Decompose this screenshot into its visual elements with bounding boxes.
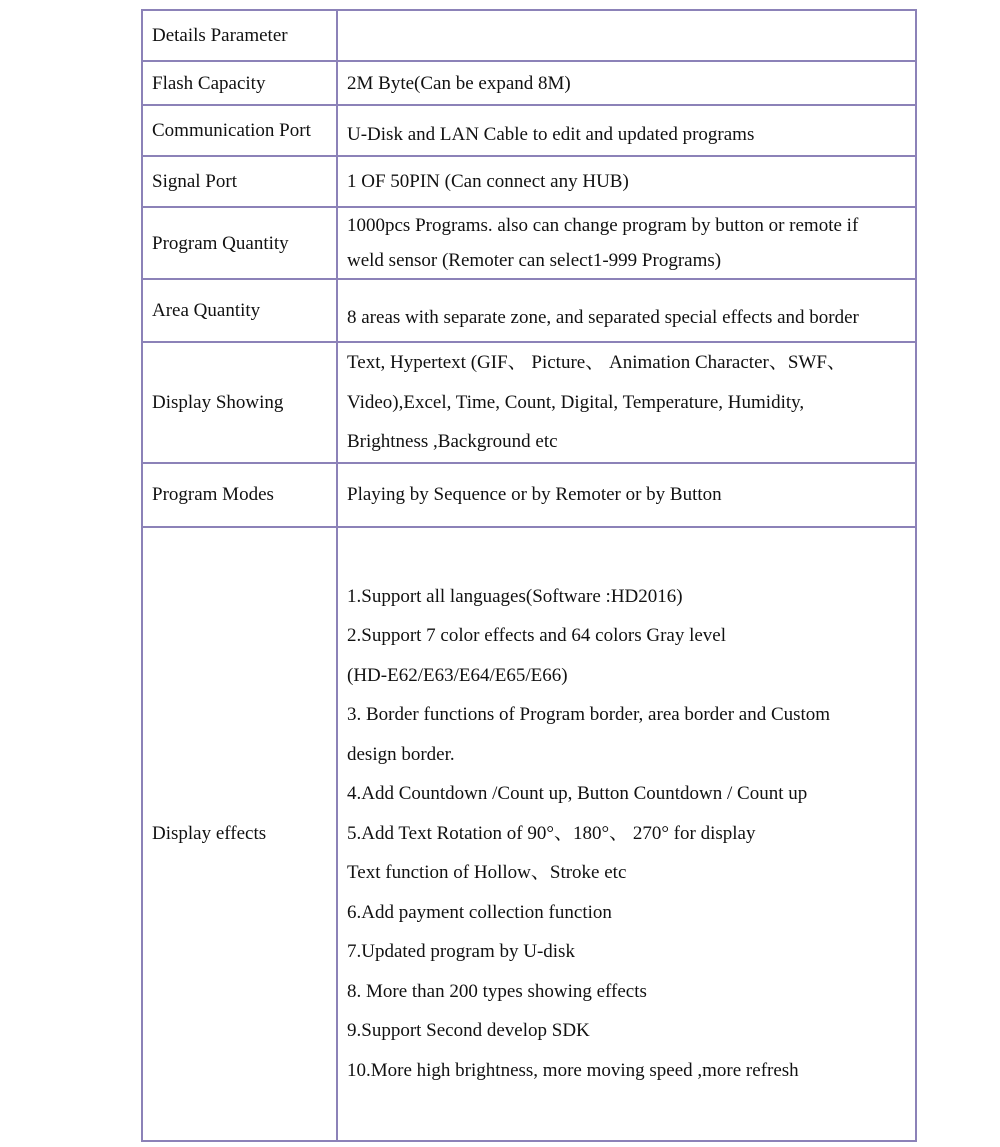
row-value [337,342,916,463]
value-line: 10.More high brightness, more moving speed ,more refresh [347,1059,799,1081]
row-value [337,207,916,279]
value-line: Text function of Hollow、Stroke etc [347,862,627,884]
row-value [337,10,916,61]
value-line: 2.Support 7 color effects and 64 colors Gray level [347,625,727,647]
table-row [142,105,916,156]
table-row [142,463,916,527]
row-label: Communication Port [142,105,337,156]
value-line: Playing by Sequence or by Remoter or by Button [347,484,722,505]
value-line: 6.Add payment collection function [347,901,612,923]
value-line: 7.Updated program by U-disk [347,941,575,963]
table-row [142,342,916,463]
value-line: 1000pcs Programs. also can change program by button or remote if [347,215,859,236]
row-label: Display Showing [142,342,337,463]
value-line: Video),Excel, Time, Count, Digital, Temperature, Humidity, [347,391,805,413]
row-label: Program Modes [142,463,337,527]
value-line: 1 OF 50PIN (Can connect any HUB) [347,171,629,192]
value-line: (HD-E62/E63/E64/E65/E66) [347,664,568,686]
table-row [142,10,916,61]
value-line: design border. [347,743,455,765]
row-label: Flash Capacity [142,61,337,105]
value-line: 9.Support Second develop SDK [347,1020,590,1042]
value-line: Brightness ,Background etc [347,431,558,452]
row-label: Display effects [142,527,337,1141]
row-value [337,279,916,342]
table-row [142,156,916,207]
value-line: 4.Add Countdown /Count up, Button Countdown / Count up [347,783,808,805]
value-line: 8 areas with separate zone, and separated special effects and border [347,306,859,328]
value-line: 2M Byte(Can be expand 8M) [347,72,571,94]
row-value [337,156,916,207]
row-label: Signal Port [142,156,337,207]
table-row [142,207,916,279]
row-value [337,61,916,105]
value-line: 3. Border functions of Program border, area border and Custom [347,704,831,726]
row-value [337,463,916,527]
row-label: Program Quantity [142,207,337,279]
spec-table [141,9,917,1142]
row-label: Details Parameter [142,10,337,61]
row-label: Area Quantity [142,279,337,342]
table-row [142,279,916,342]
value-line: 5.Add Text Rotation of 90°、180°、 270° for display [347,822,756,844]
value-line: 1.Support all languages(Software :HD2016) [347,585,683,607]
value-line: U-Disk and LAN Cable to edit and updated programs [347,124,755,145]
table-row [142,527,916,1141]
value-line: Text, Hypertext (GIF、 Picture、 Animation Character、SWF、 [347,352,846,373]
table-row [142,61,916,105]
row-value [337,105,916,156]
value-line: 8. More than 200 types showing effects [347,980,647,1002]
value-line: weld sensor (Remoter can select1-999 Programs) [347,250,722,271]
row-value [337,527,916,1141]
